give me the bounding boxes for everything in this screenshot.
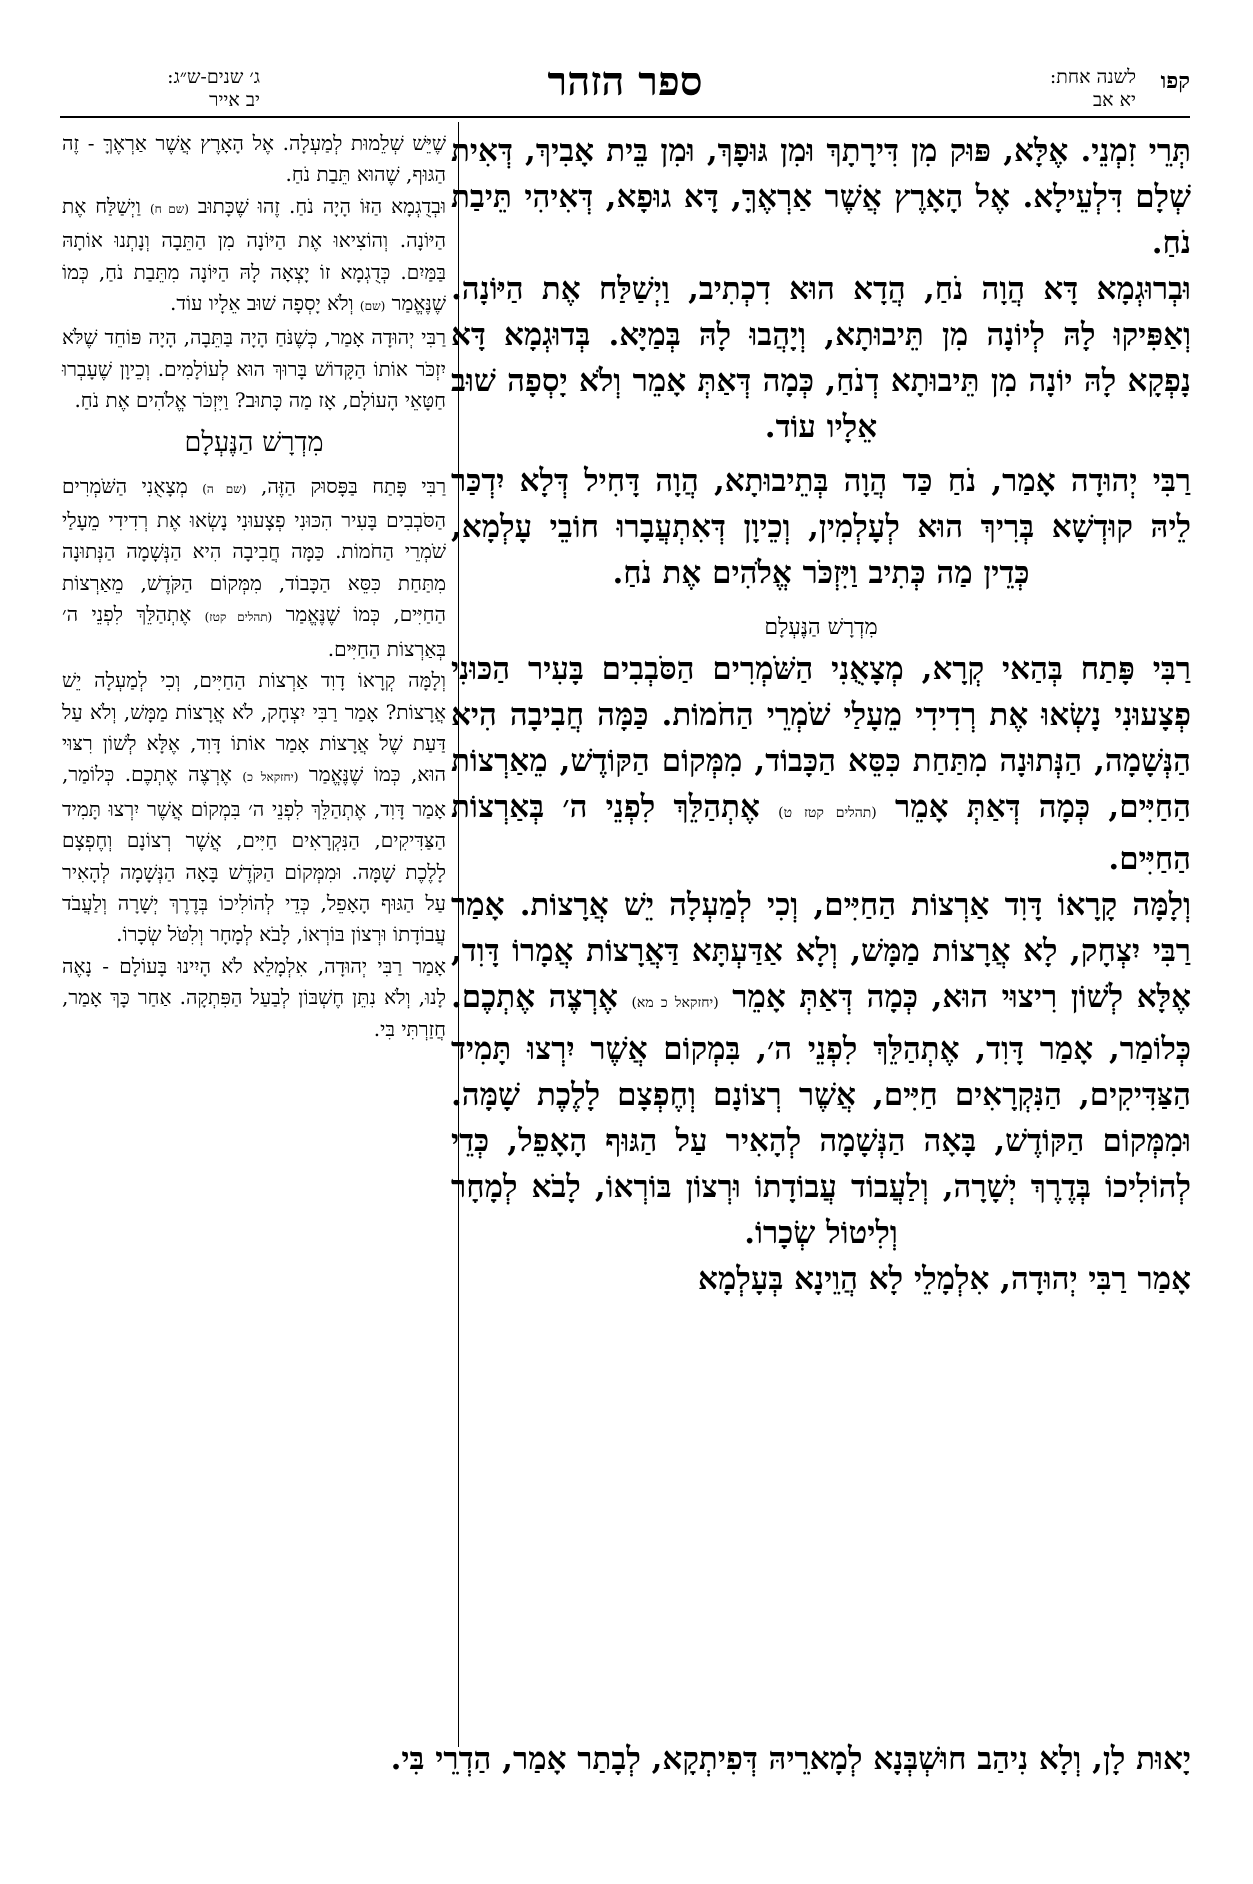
side-paragraph-2-text-c: וְלֹא יָסְפָה שׁוּב אֵלָיו עוֹד.	[170, 291, 354, 316]
header-left-line2: יב אייר	[209, 89, 260, 111]
side-paragraph-4-source-1: (שם ה)	[202, 481, 247, 496]
main-paragraph-5-text: וְלָמָּה קָרָאוֹ דָּוִד אַרְצוֹת הַחַיִּים, וְכִי לְמַעְלָה יֵשׁ אֲרָצוֹת. אָמַר רַבִּי יִצְחָק, לָא אֲרָצוֹת מַמָּשׁ, וְלָא אַדַּעְתָּא דַּאֲרָצוֹת אֲמָרוֹ דָּוִד, אֶלָּא לְשׁוֹן רִיצוּי הוּא, כְּמָה דְּאַתְּ אָמֵר	[451, 887, 1192, 1015]
side-paragraph-5	[62, 665, 446, 951]
header-right	[990, 66, 1190, 112]
side-column-hebrew	[62, 128, 446, 1045]
header-right-line1: לשנה אחת:	[1049, 66, 1136, 88]
main-paragraph-5-source: (יחזקאל כ מא)	[631, 995, 719, 1011]
side-paragraph-5-text-a: וְלָמָּה קְרָאוֹ דָוִד אַרְצוֹת הַחַיִּים, וְכִי לְמַעְלָה יֵשׁ אֲרָצוֹת? אָמַר רַבִּי יִצְחָק, לֹא אֲרָצוֹת מַמָּשׁ, וְלֹא עַל דַּעַת שֶׁל אֲרָצוֹת אָמַר אוֹתוֹ דָּוִד, אֶלָּא לְשׁוֹן רִצּוּי הוּא, כְּמוֹ שֶׁנֶּאֱמַר	[62, 668, 446, 787]
side-paragraph-2-source-2: (שם)	[359, 299, 386, 314]
header-left-line1: ג׳ שנים-ש״ג:	[167, 66, 260, 88]
main-paragraph-4-end: אֶתְהַלֵּךְ לִפְנֵי ה׳ בְּאַרְצוֹת הַחַיִּים.	[451, 789, 1191, 877]
page-number: קפו	[1160, 68, 1190, 94]
side-paragraph-6: אָמַר רַבִּי יְהוּדָה, אִלְמָלֵא לֹא הָיִינוּ בָּעוֹלָם - נָאֶה לָנוּ, וְלֹא נִתֵּן חֶשְׁבּוֹן לְבַעַל הַפִּתְקָה. אַחַר כָּךְ אָמַר, חֲזַרְתִּי בִּי.	[62, 953, 446, 1041]
header-rule	[60, 116, 1190, 118]
side-paragraph-1: שֶׁיֵּשׁ שְׁלֵמוּת לְמַעְלָה. אֶל הָאָרֶץ אֲשֶׁר אַרְאֶךָּ - זֶה הַגּוּף, שֶׁהוּא תֵּבַת נֹחַ.	[62, 131, 446, 187]
side-paragraph-5-source: (יחזקאל כ)	[242, 770, 299, 785]
side-paragraph-4	[62, 471, 446, 665]
book-title: ספר הזהר	[547, 58, 703, 105]
main-section-title: מִדְרָשׁ הַנֶּעְלָם	[764, 615, 878, 640]
side-paragraph-4-text-b: מְצָאֻנִי הַשֹּׁמְרִים הַסֹּבְבִים בָּעִיר הִכּוּנִי פְצָעוּנִי נָשְׂאוּ אֶת רְדִידִי מֵעָלַי שֹׁמְרֵי הַחֹמוֹת. כַּמָּה חֲבִיבָה הִיא הַנְּשָׁמָה הַנְּתוּנָה מִתַּחַת כִּסֵּא הַכָּבוֹד, מִמְּקוֹם הַקֹּדֶשׁ, מֵאַרְצוֹת הַחַיִּים, כְּמוֹ שֶׁנֶּאֱמַר	[62, 473, 446, 627]
main-paragraph-5-end: אֶרְצֶה אֶתְכֶם. כְּלוֹמַר, אָמַר דָּוִד, אֶתְהַלֵּךְ לִפְנֵי ה׳, בִּמְקוֹם אֲשֶׁר יִרְצוּ תָּמִיד הַצַּדִּיקִים, הַנִּקְרָאִים חַיִּים, אֲשֶׁר רְצוֹנָם וְחֶפְצָם לָלֶכֶת שָׁמָּה. וּמִמְּקוֹם הַקּוֹדֶשׁ, בָּאָה הַנְּשָׁמָה לְהָאִיר עַל הַגּוּף הָאָפֵל, כְּדֵי לְהוֹלִיכוֹ בְּדֶרֶךְ יְשָׁרָה, וְלַעֲבוֹד עֲבוֹדָתוֹ וּרְצוֹן בּוֹרְאוֹ, לָבֹא לְמָחָר וְלִיטוֹל שְׂכָרוֹ.	[451, 979, 1191, 1251]
main-paragraph-2: וּבְרוּגְמָא דָּא הֲוָה נֹחַ, הֲדָא הוּא דִכְתִיב, וַיְשַׁלַּח אֶת הַיּוֹנָה. וְאַפִּיקוּ לָהּ לְיוֹנָה מִן תֵּיבוּתָא, וְיָהֲבוּ לָהּ בְּמַיָּא. בְּדוּגְמָא דָּא נָפְקָא לָהּ יוֹנָה מִן תֵּיבוּתָא דְנֹחַ, כְּמָה דְּאַתְּ אָמֵר וְלֹא יָסְפָה שׁוּב אֵלָיו עוֹד.	[451, 271, 1191, 445]
main-paragraph-4	[451, 646, 1191, 882]
side-paragraph-4-text-a: רַבִּי פָּתַח בַּפָּסוּק הַזֶּה,	[260, 473, 447, 498]
side-paragraph-2-source-1: (שם ח)	[149, 201, 189, 216]
header-right-line2: יא אב	[1093, 89, 1136, 111]
side-paragraph-4-source-2: (תהלים קטז)	[204, 610, 273, 625]
side-paragraph-4-text-c: אֶתְהַלֵּךְ לִפְנֵי ה׳ בְּאַרְצוֹת הַחַיִּים.	[62, 602, 446, 661]
main-paragraph-1: תְּרֵי זִמְנֵי. אֶלָּא, פּוּק מִן דִּירָתָךְ וּמִן גּוּפָךְ, וּמִן בֵּית אָבִיךְ, דְּאִית שְׁלָם דִּלְעֵילָא. אֶל הָאָרֶץ אֲשֶׁר אַרְאֶךָּ, דָּא גוּפָא, דְּאִיהִי תֵּיבַת נֹחַ.	[451, 133, 1191, 261]
main-paragraph-4-text: רַבִּי פָּתַח בְּהַאי קְרָא, מְצָאֻנִי הַשֹּׁמְרִים הַסֹּבְבִים בָּעִיר הַכּוּנִי פְצָעוּנִי נָשְׂאוּ אֶת רְדִידִי מֵעָלַי שֹׁמְרֵי הַחֹמוֹת. כַּמָּה חֲבִיבָה הִיא הַנְּשָׁמָה, הַנְּתוּנָה מִתַּחַת כִּסֵּא הַכָּבוֹד, מִמְּקוֹם הַקּוֹדֶשׁ, מֵאַרְצוֹת הַחַיִּים, כְּמָה דְּאַתְּ אָמֵר	[451, 651, 1191, 825]
main-paragraph-3: רַבִּי יְהוּדָה אָמַר, נֹחַ כַּד הֲוָה בְּתֵיבוּתָא, הֲוָה דָּחִיל דְּלָא יִדְכַּר לֵיהּ קוּדְשָׁא בְּרִיךְ הוּא לְעָלְמִין, וְכֵיוָן דְּאִתְעֲבָרוּ חוֹבֵי עָלְמָא, כְּדֵין מַה כְּתִיב וַיִּזְכֹּר אֱלֹהִים אֶת נֹחַ.	[451, 463, 1191, 591]
main-paragraph-4-source: (תהלים קטז ט)	[778, 805, 877, 821]
main-paragraph-6: אָמַר רַבִּי יְהוּדָה, אִלְמָלֵי לָא הֲוֵינָא בְּעָלְמָא	[698, 1261, 1191, 1297]
footer-full-width-line: יָאוּת לָן, וְלָא נִיהַב חוּשְׁבְּנָא לְמָארֵיהּ דְּפִיתְקָא, לְבָתַר אָמַר, הַדְרֵי בִּי.	[390, 1741, 1191, 1777]
header-left	[60, 66, 260, 112]
side-paragraph-5-text-b: אֶרְצֶה אֶתְכֶם. כְּלוֹמַר, אָמַר דָּוִד, אֶתְהַלֵּךְ לִפְנֵי ה׳ בִּמְקוֹם אֲשֶׁר יִרְצוּ תָּמִיד הַצַּדִּיקִים, הַנִּקְרָאִים חַיִּים, אֲשֶׁר רְצוֹנָם וְחֶפְצָם לָלֶכֶת שָׁמָּה. וּמִמְּקוֹם הַקֹּדֶשׁ בָּאָה הַנְּשָׁמָה לְהָאִיר עַל הַגּוּף הָאָפֵל, כְּדֵי לְהוֹלִיכוֹ בְּדֶרֶךְ יְשָׁרָה וְלַעֲבֹד עֲבוֹדָתוֹ וּרְצוֹן בּוֹרְאוֹ, לָבֹא לְמָחָר וְלִטֹּל שְׂכָרוֹ.	[62, 762, 446, 947]
side-paragraph-3: רַבִּי יְהוּדָה אָמַר, כְּשֶׁנֹּחַ הָיָה בַּתֵּבָה, הָיָה פּוֹחֵד שֶׁלֹּא יִזְכֹּר אוֹתוֹ הַקָּדוֹשׁ בָּרוּךְ הוּא לְעוֹלָמִים. וְכֵיוָן שֶׁעָבְרוּ חַטָּאֵי הָעוֹלָם, אָז מַה כָּתוּב? וַיִּזְכֹּר אֱלֹהִים אֶת נֹחַ.	[62, 325, 446, 413]
main-column-aramaic	[451, 128, 1191, 1302]
main-paragraph-5	[451, 882, 1191, 1256]
side-paragraph-2-text-b: וַיְשַׁלַּח אֶת הַיּוֹנָה. וְהוֹצִיאוּ אֶת הַיּוֹנָה מִן הַתֵּבָה וְנָתְנוּ אוֹתָהּ בַּמַּיִם. כְּדֻגְמָא זוֹ יָצְאָה לָהּ הַיּוֹנָה מִתֵּבַת נֹחַ, כְּמוֹ שֶׁנֶּאֱמַר	[62, 193, 446, 316]
column-divider	[458, 122, 459, 1747]
side-paragraph-2-text-a: וּבְדֻגְמָא הַזּוֹ הָיָה נֹחַ. זֶהוּ שֶׁכָּתוּב	[197, 193, 447, 218]
side-section-title: מִדְרָשׁ הַנֶּעְלָם	[184, 426, 324, 458]
side-paragraph-2	[62, 191, 446, 323]
